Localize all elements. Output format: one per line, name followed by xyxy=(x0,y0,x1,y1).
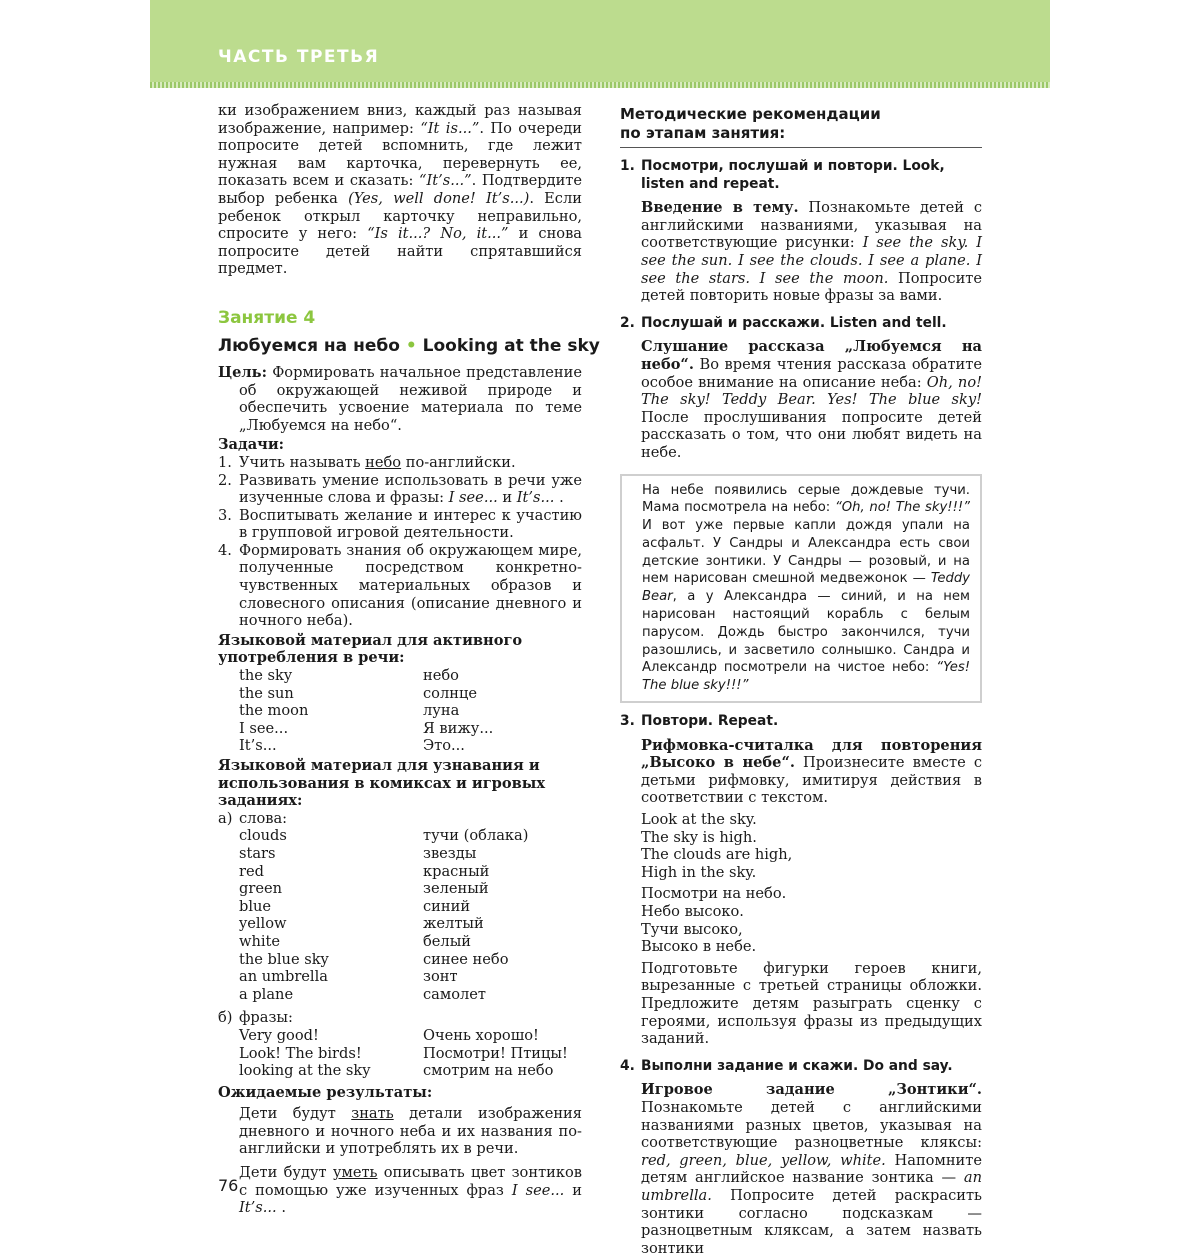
words-list xyxy=(239,827,582,1003)
step-title: 4. Выполни задание и скажи. Do and say. xyxy=(620,1057,953,1074)
tasks-label: Задачи: xyxy=(218,436,285,454)
vocab-row: the blue sky синее небо xyxy=(239,950,509,968)
vocab-row: It’s... Это... xyxy=(239,737,465,755)
goal: Цель: Формировать начальное представление об окружающей неживой природе и обеспечить усвоение материала по теме „Любуемся на небо“. xyxy=(218,363,582,434)
poem-line: The sky is high. xyxy=(641,828,757,846)
poem-line: Посмотри на небо. xyxy=(641,885,787,903)
poem-line: The clouds are high, xyxy=(641,846,793,864)
vocab-row: blue синий xyxy=(239,897,471,915)
vocab-row: an umbrella зонт xyxy=(239,968,458,986)
vocab-row: the sky небо xyxy=(239,667,459,685)
task-item: 4. Формировать знания об окружающем мире, полученные посредством конкретно-чувственных материальных образов и словесного описания (описание дневного и ночного неба). xyxy=(218,541,582,630)
active-vocab-list xyxy=(239,667,582,755)
intro-paragraph: ки изображением вниз, каждый раз называя изображение, например: “It is...”. По очереди попросите детей вспомнить, где лежит нужная вам карточка, перевернуть ее, показать всем и сказать: “It’s...”. Подтвердите выбор ребенка (Yes, well done! It’s...). Если ребенок открыл карточку неправильно, спросите у него: “Is it...? No, it...” и снова попросите детей найти спрятавшийся предмет. xyxy=(218,102,583,278)
vocab-row: yellow желтый xyxy=(239,915,484,933)
task-item: 1. Учить называть небо по-английски. xyxy=(218,453,516,471)
vocab-row: Very good! Очень хорошо! xyxy=(239,1026,539,1044)
step-title: 3. Повтори. Repeat. xyxy=(620,713,779,730)
task-item: 2. Развивать умение использовать в речи уже изученные слова и фразы: I see... и It’s... . xyxy=(218,471,582,507)
poem-english xyxy=(620,811,982,881)
poem-line: Тучи высоко, xyxy=(641,920,743,938)
results-label: Ожидаемые результаты: xyxy=(218,1083,433,1101)
phrases-list xyxy=(239,1027,582,1080)
right-column xyxy=(620,102,982,1257)
poem-line: Look at the sky. xyxy=(641,811,757,829)
lesson-title: Любуемся на небо • Looking at the sky xyxy=(218,335,600,356)
phrases-heading: б) фразы: xyxy=(218,1009,293,1027)
task-item: 3. Воспитывать желание и интерес к участию в групповой игровой деятельности. xyxy=(218,506,582,542)
story-box: На небе появились серые дождевые тучи. Мама посмотрела на небо: “Oh, no! The sky!!!” И вот уже первые капли дождя упали на асфальт. У Сандры и Александра есть свои детские зонтики. У Сандры — розовый, и на нем нарисован смешной медвежонок — Teddy Bear, а у Александра — синий, и на нем нарисован настоящий корабль с белым парусом. Дождь быстро закончился, тучи разошлись, и засветило солнышко. Сандра и Александр посмотрели на чистое небо: “Yes! The blue sky!!!” xyxy=(620,474,982,704)
step-body: Слушание рассказа „Любуемся на небо“. Во время чтения рассказа обратите особое внимание на описание неба: Oh, no! The sky! Teddy Bear. Yes! The blue sky! После прослушивания попросите детей рассказать о том, что они любят видеть на небе. xyxy=(641,338,982,461)
words-heading: а) слова: xyxy=(218,809,288,827)
poem-russian xyxy=(620,885,982,955)
vocab-row: clouds тучи (облака) xyxy=(239,827,529,845)
left-column xyxy=(218,102,600,1217)
poem-line: High in the sky. xyxy=(641,863,757,881)
divider xyxy=(620,147,982,148)
passive-vocab-label: Языковой материал для узнавания и использования в комиксах и игровых заданиях: xyxy=(218,757,546,810)
step-body: Введение в тему. Познакомьте детей с английскими названиями, указывая на соответствующие рисунки: I see the sky. I see the sun. I see the clouds. I see a plane. I see the stars. I see the moon. Попросите детей повторить новые фразы за вами. xyxy=(641,199,983,305)
vocab-row: looking at the sky смотрим на небо xyxy=(239,1062,554,1080)
vocab-row: stars звезды xyxy=(239,844,477,862)
vocab-row: I see... Я вижу... xyxy=(239,719,494,737)
header-band xyxy=(150,0,1050,82)
recommendations-title: Методические рекомендации по этапам занятия: xyxy=(620,105,881,142)
step-body: Рифмовка-считалка для повторения „Высоко в небе“. Произнесите вместе с детьми рифмовку, имитируя действия в соответствии с текстом. xyxy=(641,736,982,807)
vocab-row: green зеленый xyxy=(239,880,489,898)
step-title: 1. Посмотри, послушай и повтори. Look, listen and repeat. xyxy=(620,158,945,192)
lesson-label: Занятие 4 xyxy=(218,307,316,328)
poem-line: Небо высоко. xyxy=(641,903,744,920)
header-stripe xyxy=(150,82,1050,88)
step-body: Подготовьте фигурки героев книги, вырезанные с третьей страницы обложки. Предложите детям разыграть сценку с героями, используя фразы из предыдущих заданий. xyxy=(641,959,982,1048)
step-title: 2. Послушай и расскажи. Listen and tell. xyxy=(620,314,947,331)
vocab-row: the moon луна xyxy=(239,702,460,720)
vocab-row: white белый xyxy=(239,932,472,950)
result-paragraph: Дети будут знать детали изображения дневного и ночного неба и их названия по-английски и употреблять их в речи. xyxy=(239,1105,582,1158)
vocab-row: Look! The birds! Посмотри! Птицы! xyxy=(239,1044,568,1062)
vocab-row: a plane самолет xyxy=(239,985,486,1003)
step-body: Игровое задание „Зонтики“. Познакомьте детей с английскими названиями разных цветов, указывая на соответствующие разноцветные кляксы: red, green, blue, yellow, white. Напомните детям английское название зонтика — an umbrella. Попросите детей раскрасить зонтики согласно подсказкам — разноцветным кляксам, а затем назвать зонтики xyxy=(641,1081,982,1257)
poem-line: Высоко в небе. xyxy=(641,938,757,956)
result-paragraph: Дети будут уметь описывать цвет зонтиков с помощью уже изученных фраз I see... и It’s... . xyxy=(239,1164,582,1217)
section-title: ЧАСТЬ ТРЕТЬЯ xyxy=(218,47,380,67)
vocab-row: red красный xyxy=(239,862,490,880)
page-number: 76 xyxy=(218,1176,239,1195)
active-vocab-label: Языковой материал для активного употребления в речи: xyxy=(218,631,523,667)
vocab-row: the sun солнце xyxy=(239,684,477,702)
